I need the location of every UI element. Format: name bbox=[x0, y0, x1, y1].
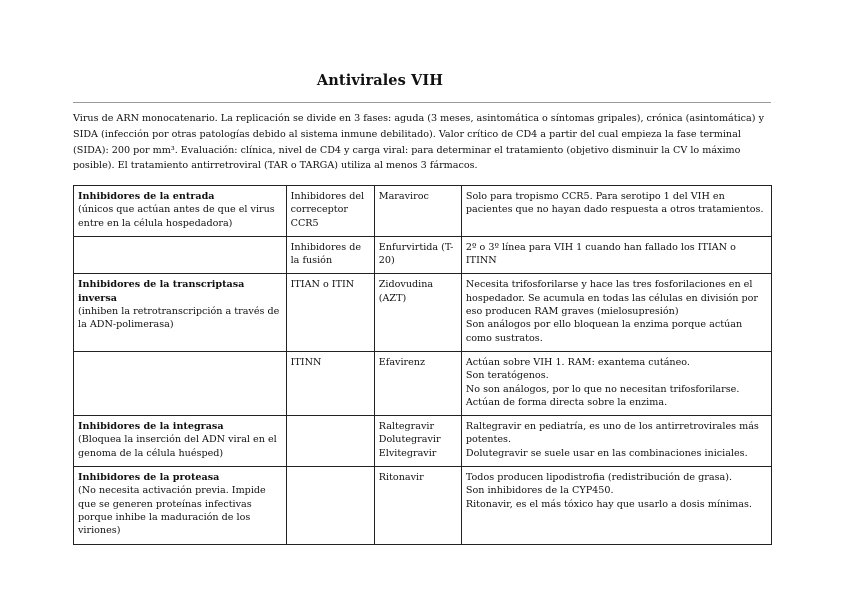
drug-name: Zidovudina (AZT) bbox=[378, 279, 434, 304]
group-title: Inhibidores de la proteasa bbox=[78, 472, 220, 484]
drug-cell bbox=[374, 467, 461, 544]
group-cell bbox=[74, 186, 287, 237]
antivirals-table bbox=[73, 185, 772, 545]
drug-name: Efavirenz bbox=[378, 356, 426, 368]
table-row bbox=[74, 351, 772, 415]
subclass-cell: ITINN bbox=[286, 351, 374, 415]
note-line: No son análogos, por lo que no necesitan trifosforilarse. bbox=[465, 383, 740, 395]
group-note: (inhiben la retrotranscripción a través de la ADN-polimerasa) bbox=[78, 306, 280, 331]
notes-cell bbox=[461, 467, 771, 544]
document-title: Antivirales VIH bbox=[316, 72, 444, 89]
notes-cell bbox=[461, 236, 771, 274]
group-title: Inhibidores de la integrasa bbox=[78, 421, 224, 433]
note-line: Actúan sobre VIH 1. RAM: exantema cutáneo. bbox=[465, 356, 690, 368]
group-note: (únicos que actúan antes de que el virus entre en la célula hospedadora) bbox=[78, 204, 275, 229]
drug-cell bbox=[374, 274, 461, 351]
note-line: Dolutegravir se suele usar en las combinaciones iniciales. bbox=[465, 447, 748, 459]
note-line: Solo para tropismo CCR5. Para serotipo 1 del VIH en pacientes que no hayan dado respuesta a otros tratamientos. bbox=[465, 191, 764, 216]
drug-name: Elvitegravir bbox=[378, 447, 437, 459]
note-line: Actúan de forma directa sobre la enzima. bbox=[465, 396, 668, 408]
drug-name: Maraviroc bbox=[378, 191, 429, 202]
note-line: Todos producen lipodistrofia (redistribución de grasa). bbox=[465, 472, 733, 484]
group-cell bbox=[74, 351, 287, 415]
note-line: Son inhibidores de la CYP450. bbox=[465, 485, 614, 497]
note-line: Son teratógenos. bbox=[465, 370, 549, 382]
group-note: (No necesita activación previa. Impide que se generen proteínas infectivas porque inhibe la maduración de los viriones) bbox=[78, 485, 266, 537]
group-cell bbox=[74, 236, 287, 274]
table-row bbox=[74, 467, 772, 544]
group-cell bbox=[74, 467, 287, 544]
drug-name: Enfurvirtida (T-20) bbox=[378, 241, 454, 267]
note-line: 2º o 3º línea para VIH 1 cuando han fallado los ITIAN o ITINN bbox=[465, 241, 736, 267]
drug-name: Raltegravir bbox=[378, 421, 435, 433]
drug-name: Dolutegravir bbox=[378, 434, 441, 446]
table-row bbox=[74, 236, 772, 274]
drug-cell bbox=[374, 351, 461, 415]
drug-name: Ritonavir bbox=[378, 472, 424, 484]
note-line: Son análogos por ello bloquean la enzima porque actúan como sustratos. bbox=[465, 319, 743, 344]
notes-cell bbox=[461, 351, 771, 415]
note-line: Necesita trifosforilarse y hace las tres fosforilaciones en el hospedador. Se acumula en todas las células en división por eso producen RAM graves (mielosupresión) bbox=[465, 279, 758, 318]
group-cell bbox=[74, 416, 287, 467]
drug-cell bbox=[374, 186, 461, 237]
drug-cell bbox=[374, 416, 461, 467]
table-body bbox=[74, 186, 772, 545]
group-title: Inhibidores de la entrada bbox=[78, 191, 215, 202]
intro-paragraph: Virus de ARN monocatenario. La replicación se divide en 3 fases: aguda (3 meses, asintomática o síntomas gripales), crónica (asintomática) y SIDA (infección por otras patologías debido al sistema inmune debilitado). Valor crítico de CD4 a partir del cual empieza la fase terminal (SIDA): 200 por mm³. Evaluación: clínica, nivel de CD4 y carga viral: para determinar el tratamiento (objetivo disminuir la CV lo máximo posible). El tratamiento antirretroviral (TAR o TARGA) utiliza al menos 3 fármacos. bbox=[73, 113, 764, 172]
note-line: Raltegravir en pediatría, es uno de los antirretrovirales más potentes. bbox=[465, 421, 759, 446]
subclass-cell: ITIAN o ITIN bbox=[286, 274, 374, 351]
subclass-cell bbox=[286, 467, 374, 544]
notes-cell bbox=[461, 274, 771, 351]
subclass-cell: Inhibidores de la fusión bbox=[286, 236, 374, 274]
notes-cell bbox=[461, 186, 771, 237]
title-divider bbox=[73, 102, 771, 103]
drug-cell bbox=[374, 236, 461, 274]
group-title: Inhibidores de la transcriptasa inversa bbox=[78, 279, 245, 304]
subclass-cell: Inhibidores del correceptor CCR5 bbox=[286, 186, 374, 237]
subclass-cell bbox=[286, 416, 374, 467]
notes-cell bbox=[461, 416, 771, 467]
group-cell bbox=[74, 274, 287, 351]
group-note: (Bloquea la inserción del ADN viral en el genoma de la célula huésped) bbox=[78, 434, 277, 459]
note-line: Ritonavir, es el más tóxico hay que usarlo a dosis mínimas. bbox=[465, 498, 752, 510]
table-row bbox=[74, 416, 772, 467]
table-row bbox=[74, 186, 772, 237]
table-row bbox=[74, 274, 772, 351]
